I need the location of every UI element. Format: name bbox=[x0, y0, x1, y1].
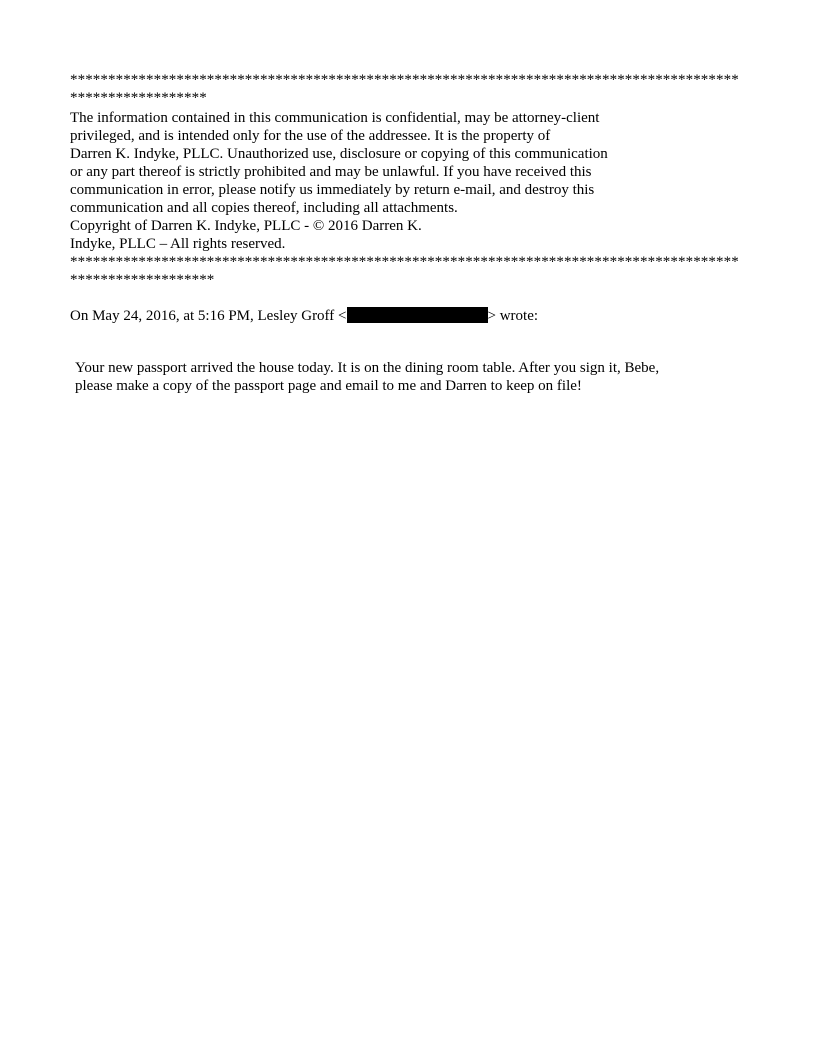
disclaimer-line: Darren K. Indyke, PLLC. Unauthorized use, disclosure or copying of this communication bbox=[70, 146, 608, 162]
quoted-message bbox=[75, 359, 755, 395]
confidentiality-disclaimer bbox=[70, 109, 760, 253]
disclaimer-bottom-rule bbox=[70, 253, 750, 289]
copyright-line: Copyright of Darren K. Indyke, PLLC - © 2016 Darren K. bbox=[70, 218, 422, 234]
disclaimer-top-rule bbox=[70, 71, 750, 107]
disclaimer-line: privileged, and is intended only for the use of the addressee. It is the property of bbox=[70, 128, 551, 144]
copyright-line: Indyke, PLLC – All rights reserved. bbox=[70, 236, 286, 252]
top-rule-line-1: **************************************************************************************** bbox=[70, 72, 739, 88]
bottom-rule-line-1: **************************************************************************************** bbox=[70, 254, 739, 270]
reply-header-prefix: On May 24, 2016, at 5:16 PM, Lesley Groff < bbox=[70, 308, 347, 324]
reply-header-suffix: > wrote: bbox=[487, 308, 539, 324]
quoted-message-line: Your new passport arrived the house today. It is on the dining room table. After you sign it, Bebe, bbox=[75, 360, 660, 376]
disclaimer-line: communication in error, please notify us immediately by return e-mail, and destroy this bbox=[70, 182, 595, 198]
top-rule-line-2: ****************** bbox=[70, 90, 207, 106]
reply-header bbox=[70, 307, 760, 325]
disclaimer-line: communication and all copies thereof, including all attachments. bbox=[70, 200, 458, 216]
quoted-message-line: please make a copy of the passport page and email to me and Darren to keep on file! bbox=[75, 378, 582, 394]
disclaimer-line: or any part thereof is strictly prohibited and may be unlawful. If you have received this bbox=[70, 164, 592, 180]
redacted-email-address bbox=[347, 307, 488, 323]
bottom-rule-line-2: ******************* bbox=[70, 272, 215, 288]
disclaimer-line: The information contained in this communication is confidential, may be attorney-client bbox=[70, 110, 600, 126]
